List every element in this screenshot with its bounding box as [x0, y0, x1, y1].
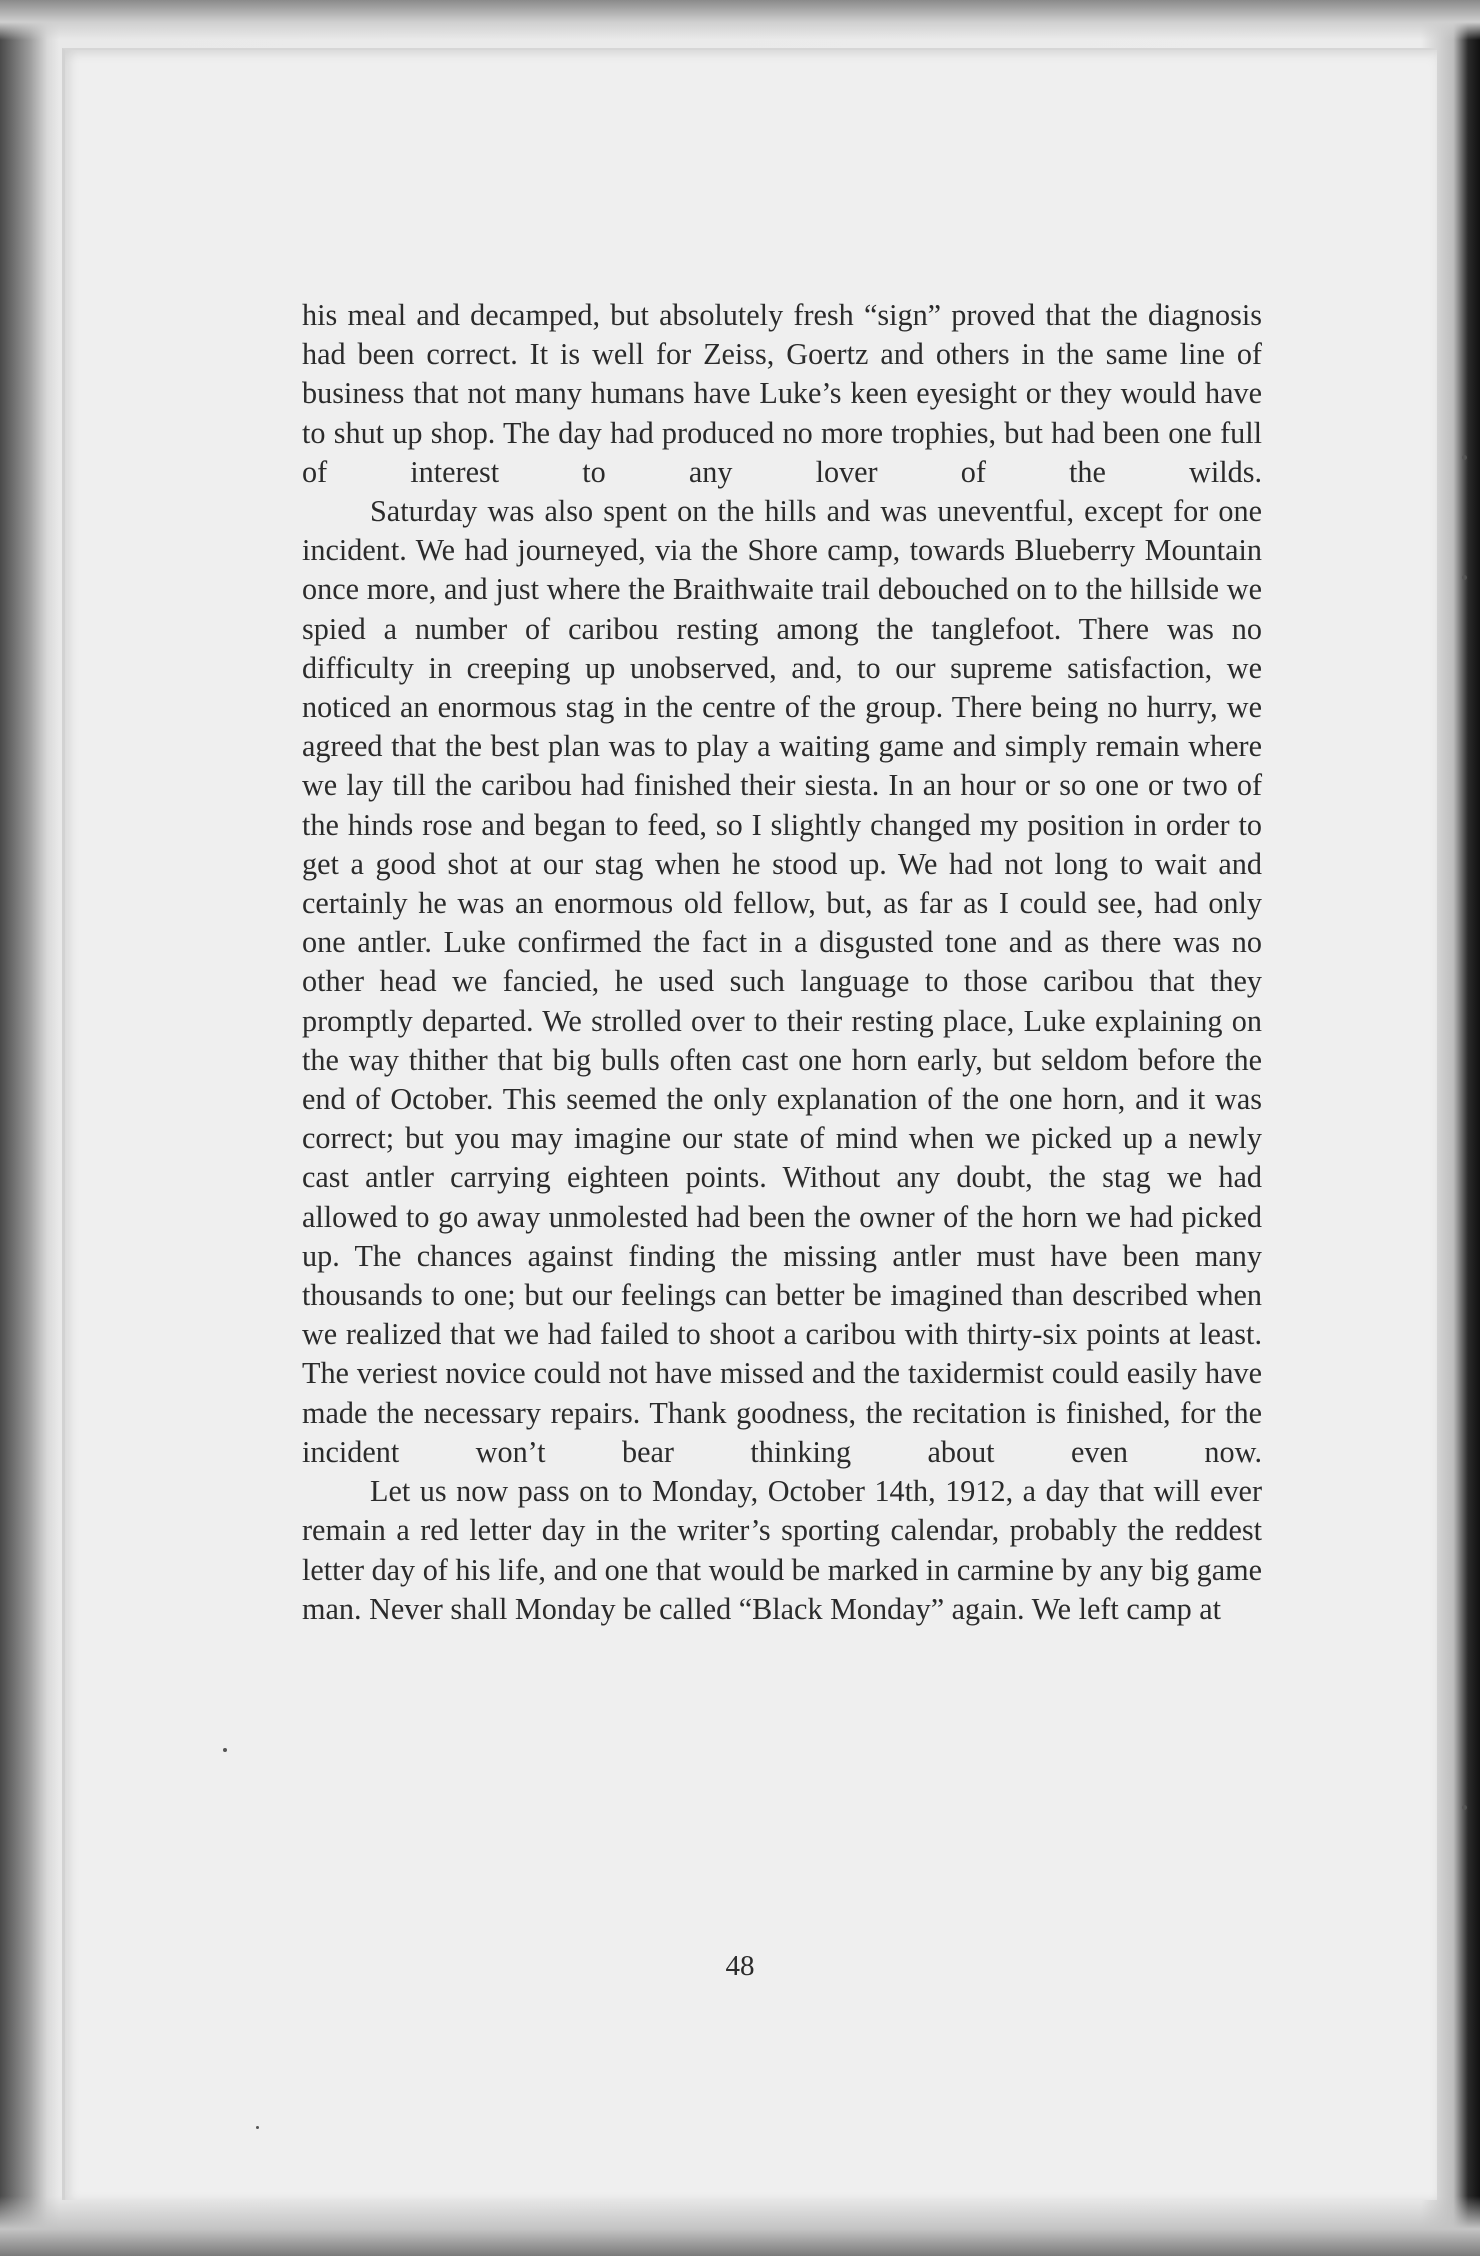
dust-speck [1462, 1805, 1467, 1810]
paragraph-1: his meal and decamped, but absolutely fresh “sign” proved that the diagnosis had been correct. It is well for Zeiss, Goertz and others in the same line of business that not many humans have Luke’s keen eyesight or they would have to shut up shop. The day had produced no more trophies, but had been one full of interest to any lover of the wilds. [302, 298, 1262, 489]
body-text [302, 296, 1262, 1629]
scan-bottom-edge [0, 2196, 1480, 2256]
scan-top-edge [0, 0, 1480, 40]
dust-speck [1462, 575, 1467, 580]
dust-speck [256, 2126, 259, 2129]
page-number: 48 [725, 1950, 755, 1982]
paragraph-3: Let us now pass on to Monday, October 14th, 1912, a day that will ever remain a red letter day in the writer’s sporting calendar, probably the reddest letter day of his life, and one that would be marked in carmine by any big game man. Never shall Monday be called “Black Monday” again. We left camp at [302, 1474, 1262, 1626]
dust-speck [1462, 455, 1467, 460]
paragraph-2: Saturday was also spent on the hills and was uneventful, except for one incident. We had journeyed, via the Shore camp, towards Blueberry Mountain once more, and just where the Braithwaite trail debouched on to the hillside we spied a number of caribou resting among the tanglefoot. There was no difficulty in creeping up unobserved, and, to our supreme satisfaction, we noticed an enormous stag in the centre of the group. There being no hurry, we agreed that the best plan was to play a waiting game and simply remain where we lay till the caribou had finished their siesta. In an hour or so one or two of the hinds rose and began to feed, so I slightly changed my position in order to get a good shot at our stag when he stood up. We had not long to wait and certainly he was an enormous old fellow, but, as far as I could see, had only one antler. Luke confirmed the fact in a disgusted tone and as there was no other head we fancied, he used such language to those caribou that they promptly departed. We strolled over to their resting place, Luke explaining on the way thither that big bulls often cast one horn early, but seldom before the end of October. This seemed the only explanation of the one horn, and it was correct; but you may imagine our state of mind when we picked up a newly cast antler carrying eighteen points. Without any doubt, the stag we had allowed to go away unmolested had been the owner of the horn we had picked up. The chances against finding the missing antler must have been many thousands to one; but our feelings can better be imagined than described when we realized that we had failed to shoot a caribou with thirty-six points at least. The veriest novice could not have missed and the taxidermist could easily have made the necessary repairs. Thank goodness, the recitation is finished, for the incident won’t bear thinking about even now. [302, 494, 1262, 1469]
dust-speck [223, 1748, 227, 1752]
